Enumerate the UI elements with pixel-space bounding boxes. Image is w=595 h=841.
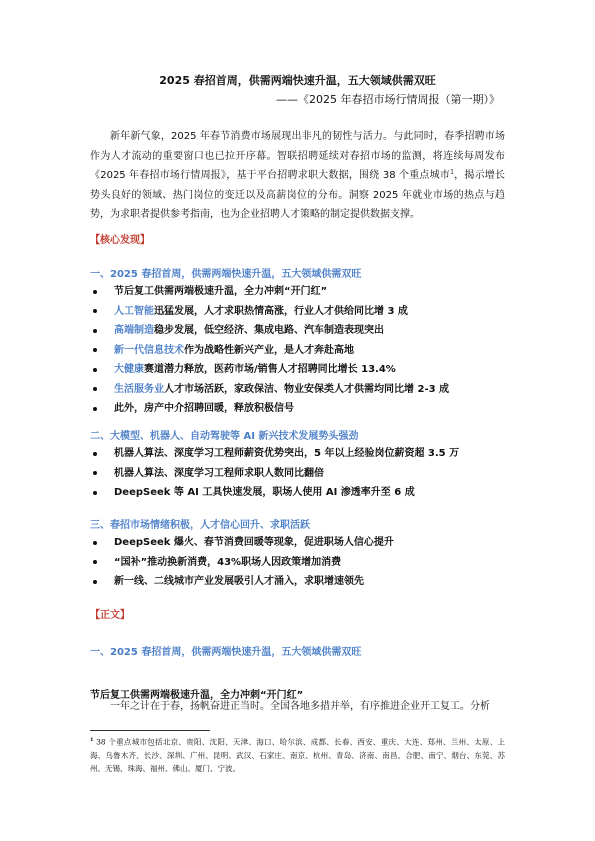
- intro-text-2: ，揭示增长势头良好的领域、热门岗位的变迁以及高薪岗位的分布。洞察 2025 年就业市场的热点与趋势，为求职者提供参考指南，也为企业招聘人才策略的制定提供数据支撑。: [90, 170, 506, 220]
- body-paragraph-text: 一年之计在于春，扬帆奋进正当时。全国各地多措并举，有序推进企业开工复工。分析: [110, 701, 490, 712]
- section1-bullet-list: [90, 282, 510, 419]
- list-item: 节后复工供需两端极速升温，全力冲刺“开门红”: [90, 282, 510, 302]
- list-item: 高端制造稳步发展，低空经济、集成电路、汽车制造表现突出: [90, 321, 510, 341]
- report-title: 2025 春招首周，供需两端快速升温，五大领域供需双旺: [159, 74, 436, 87]
- list-item: 大健康赛道潜力释放，医药市场/销售人才招聘同比增长 13.4%: [90, 360, 510, 380]
- body-subheading: 节后复工供需两端极速升温，全力冲刺“开门红”: [90, 690, 304, 701]
- list-item: 新一线、二线城市产业发展吸引人才涌入，求职增速领先: [90, 572, 510, 592]
- list-item: 机器人算法、深度学习工程师求职人数同比翻倍: [90, 464, 510, 484]
- body-section-heading: 一、2025 春招首周，供需两端快速升温，五大领域供需双旺: [90, 647, 362, 658]
- body-paragraph: [90, 699, 505, 715]
- list-item: 生活服务业人才市场活跃，家政保洁、物业安保类人才供需均同比增 2-3 成: [90, 380, 510, 400]
- highlight-term: 人工智能: [114, 305, 154, 317]
- footnote-ref[interactable]: 1: [450, 168, 454, 176]
- section1-heading: 一、2025 春招首周，供需两端快速升温，五大领域供需双旺: [90, 269, 362, 280]
- section3-heading: 三、春招市场情绪积极，人才信心回升、求职活跃: [90, 520, 310, 531]
- report-subtitle: ——《2025 年春招市场行情周报（第一期）》: [276, 93, 500, 106]
- body-tag: 【正文】: [90, 610, 130, 621]
- list-item: 此外，房产中介招聘回暖，释放积极信号: [90, 399, 510, 419]
- list-item: “国补”推动换新消费，43%职场人因政策增加消费: [90, 553, 510, 573]
- highlight-term: 新一代信息技术: [114, 344, 184, 356]
- list-item: DeepSeek 等 AI 工具快速发展，职场人使用 AI 渗透率升至 6 成: [90, 483, 510, 503]
- intro-paragraph: [90, 127, 505, 225]
- list-item: 新一代信息技术作为战略性新兴产业，是人才奔赴高地: [90, 341, 510, 361]
- footnote-divider: [90, 730, 210, 731]
- highlight-term: 高端制造: [114, 325, 154, 336]
- footnote: [90, 734, 505, 775]
- footnote-text: 38 个重点城市包括北京、贵阳、沈阳、天津、海口、哈尔滨、成都、长春、西安、重庆、大连、郑州、兰州、太原、上海、乌鲁木齐、长沙、深圳、广州、昆明、武汉、石家庄、南京、杭州、青岛、济南、南昌、合肥、南宁、烟台、东莞、苏州、无锡、珠海、福州、佛山、厦门、宁波。: [90, 737, 505, 773]
- section2-heading: 二、大模型、机器人、自动驾驶等 AI 新兴技术发展势头强劲: [90, 431, 359, 442]
- highlight-term: 生活服务业: [114, 383, 164, 395]
- section2-bullet-list: [90, 444, 510, 503]
- highlight-term: 大健康: [114, 364, 144, 375]
- core-findings-tag: 【核心发现】: [90, 235, 150, 246]
- list-item: 机器人算法、深度学习工程师薪资优势突出，5 年以上经验岗位薪资超 3.5 万: [90, 444, 510, 464]
- intro-text-1: 新年新气象，2025 年春节消费市场展现出非凡的韧性与活力。与此同时，春季招聘市场作为人才流动的重要窗口也已拉开序幕。智联招聘延续对春招市场的监测，将连续每周发布《2025 年春招市场行情周报》，基于平台招聘求职大数据，围绕 38 个重点城市: [90, 131, 505, 181]
- list-item: 人工智能迅猛发展，人才求职热情高涨，行业人才供给同比增 3 成: [90, 302, 510, 322]
- section3-bullet-list: [90, 533, 510, 592]
- list-item: DeepSeek 爆火、春节消费回暖等现象，促进职场人信心提升: [90, 533, 510, 553]
- footnote-mark: 1: [90, 737, 94, 743]
